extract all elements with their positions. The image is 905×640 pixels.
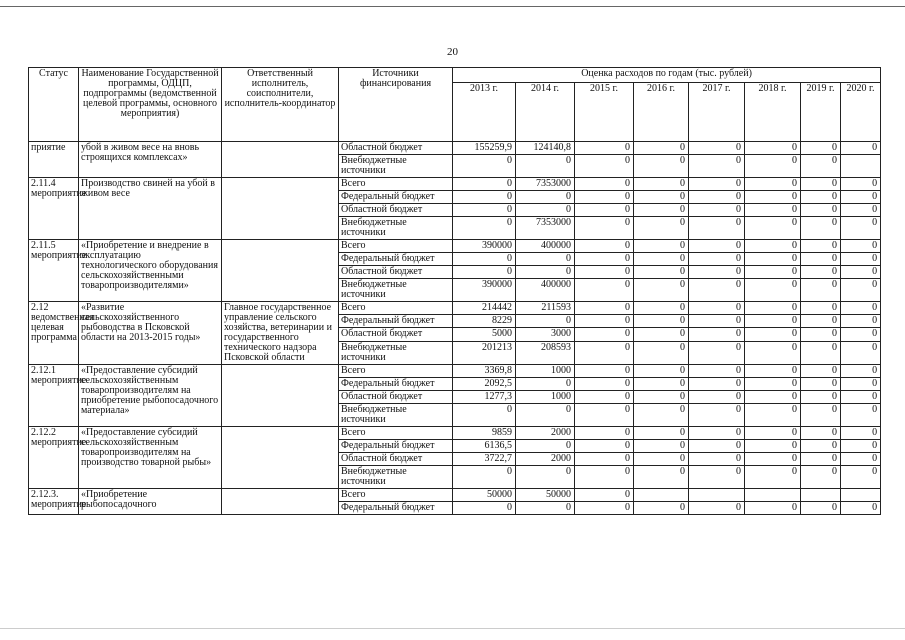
cell-source: Внебюджетные источники bbox=[339, 279, 453, 302]
cell-source: Областной бюджет bbox=[339, 142, 453, 155]
cell-value: 0 bbox=[689, 142, 745, 155]
cell-value: 1000 bbox=[516, 391, 575, 404]
cell-value: 0 bbox=[801, 204, 841, 217]
cell-source: Всего bbox=[339, 427, 453, 440]
cell-value: 0 bbox=[634, 440, 689, 453]
cell-value: 3000 bbox=[516, 328, 575, 341]
cell-value: 0 bbox=[575, 489, 634, 502]
cell-value: 6136,5 bbox=[453, 440, 516, 453]
cell-responsible bbox=[222, 489, 339, 515]
cell-value: 0 bbox=[841, 191, 881, 204]
cell-value: 0 bbox=[575, 328, 634, 341]
cell-value: 0 bbox=[689, 328, 745, 341]
cell-value: 155259,9 bbox=[453, 142, 516, 155]
cell-responsible: Главное государственное управление сельского хозяйства, ветеринарии и государственного технического надзора Псковской области bbox=[222, 302, 339, 365]
cell-value: 0 bbox=[634, 378, 689, 391]
cell-value: 0 bbox=[634, 155, 689, 178]
cell-value: 0 bbox=[841, 178, 881, 191]
cell-value: 0 bbox=[575, 191, 634, 204]
cell-value: 0 bbox=[516, 440, 575, 453]
page-number: 20 bbox=[447, 46, 458, 58]
cell-source: Всего bbox=[339, 240, 453, 253]
cell-value: 0 bbox=[575, 178, 634, 191]
cell-name: убой в живом весе на вновь строящихся комплексах» bbox=[79, 142, 222, 178]
cell-value: 0 bbox=[801, 266, 841, 279]
cell-source: Федеральный бюджет bbox=[339, 378, 453, 391]
cell-source: Федеральный бюджет bbox=[339, 502, 453, 515]
table-row bbox=[29, 489, 881, 502]
cell-value: 0 bbox=[745, 427, 801, 440]
cell-value: 390000 bbox=[453, 279, 516, 302]
cell-value: 400000 bbox=[516, 279, 575, 302]
cell-value: 0 bbox=[801, 365, 841, 378]
cell-value: 0 bbox=[575, 453, 634, 466]
bottom-rule bbox=[0, 628, 905, 629]
header-year: 2013 г. bbox=[453, 83, 516, 142]
cell-value: 0 bbox=[634, 427, 689, 440]
cell-name: «Развитие сельскохозяйственного рыбоводства в Псковской области на 2013-2015 годы» bbox=[79, 302, 222, 365]
cell-value bbox=[745, 489, 801, 502]
table-row bbox=[29, 302, 881, 315]
cell-value: 0 bbox=[801, 217, 841, 240]
cell-value: 0 bbox=[575, 217, 634, 240]
cell-value: 0 bbox=[575, 315, 634, 328]
cell-value: 0 bbox=[801, 341, 841, 364]
cell-value: 0 bbox=[634, 279, 689, 302]
cell-value: 0 bbox=[801, 453, 841, 466]
cell-value: 0 bbox=[634, 217, 689, 240]
cell-value: 0 bbox=[745, 341, 801, 364]
cell-value: 0 bbox=[453, 155, 516, 178]
cell-value: 0 bbox=[841, 240, 881, 253]
cell-responsible bbox=[222, 427, 339, 489]
header-year: 2016 г. bbox=[634, 83, 689, 142]
cell-value: 0 bbox=[453, 466, 516, 489]
cell-source: Областной бюджет bbox=[339, 391, 453, 404]
cell-value bbox=[841, 489, 881, 502]
cell-value: 0 bbox=[516, 378, 575, 391]
cell-value: 390000 bbox=[453, 240, 516, 253]
cell-value: 7353000 bbox=[516, 217, 575, 240]
table-body bbox=[29, 142, 881, 515]
cell-value: 0 bbox=[745, 315, 801, 328]
cell-value bbox=[801, 489, 841, 502]
cell-value: 0 bbox=[575, 204, 634, 217]
cell-value: 0 bbox=[634, 341, 689, 364]
cell-value: 50000 bbox=[453, 489, 516, 502]
cell-value: 0 bbox=[453, 204, 516, 217]
cell-value: 0 bbox=[575, 502, 634, 515]
cell-value: 0 bbox=[801, 502, 841, 515]
header-responsible: Ответственный исполнитель, соисполнители, исполнитель-координатор bbox=[222, 68, 339, 142]
cell-value: 0 bbox=[841, 204, 881, 217]
cell-value: 0 bbox=[453, 178, 516, 191]
cell-value: 0 bbox=[841, 253, 881, 266]
cell-value: 0 bbox=[801, 155, 841, 178]
cell-value: 0 bbox=[634, 178, 689, 191]
header-name: Наименование Государственной программы, ОДЦП, подпрограммы (ведомственной целевой программы, основного мероприятия) bbox=[79, 68, 222, 142]
cell-value: 0 bbox=[453, 191, 516, 204]
cell-source: Внебюджетные источники bbox=[339, 217, 453, 240]
cell-value: 2000 bbox=[516, 453, 575, 466]
cell-value: 0 bbox=[801, 240, 841, 253]
cell-value: 0 bbox=[801, 440, 841, 453]
cell-value: 0 bbox=[634, 302, 689, 315]
expenses-table bbox=[28, 67, 881, 515]
cell-value: 0 bbox=[575, 142, 634, 155]
cell-source: Областной бюджет bbox=[339, 266, 453, 279]
cell-value: 0 bbox=[841, 365, 881, 378]
cell-value: 0 bbox=[689, 502, 745, 515]
cell-value: 0 bbox=[453, 253, 516, 266]
cell-value: 0 bbox=[575, 155, 634, 178]
cell-value: 0 bbox=[689, 365, 745, 378]
cell-value: 0 bbox=[841, 315, 881, 328]
cell-value: 0 bbox=[516, 315, 575, 328]
cell-value: 0 bbox=[575, 427, 634, 440]
cell-status: 2.12.1 мероприятие bbox=[29, 365, 79, 427]
cell-value: 0 bbox=[841, 466, 881, 489]
cell-source: Всего bbox=[339, 178, 453, 191]
cell-value: 0 bbox=[575, 466, 634, 489]
top-rule bbox=[0, 6, 905, 7]
cell-value: 0 bbox=[634, 453, 689, 466]
cell-value: 0 bbox=[516, 266, 575, 279]
cell-source: Всего bbox=[339, 489, 453, 502]
cell-value: 0 bbox=[841, 302, 881, 315]
cell-value: 0 bbox=[841, 328, 881, 341]
table-row bbox=[29, 240, 881, 253]
cell-value: 0 bbox=[801, 279, 841, 302]
cell-source: Областной бюджет bbox=[339, 204, 453, 217]
cell-status: 2.12.3. мероприятие bbox=[29, 489, 79, 515]
cell-value: 0 bbox=[745, 253, 801, 266]
cell-value: 0 bbox=[634, 328, 689, 341]
cell-value: 5000 bbox=[453, 328, 516, 341]
header-year: 2019 г. bbox=[801, 83, 841, 142]
cell-value: 0 bbox=[516, 502, 575, 515]
cell-value: 8229 bbox=[453, 315, 516, 328]
cell-value: 0 bbox=[745, 453, 801, 466]
cell-value: 0 bbox=[575, 440, 634, 453]
table-row bbox=[29, 365, 881, 378]
cell-value: 0 bbox=[801, 427, 841, 440]
cell-value bbox=[689, 489, 745, 502]
cell-value: 3722,7 bbox=[453, 453, 516, 466]
cell-value: 0 bbox=[689, 404, 745, 427]
cell-value: 211593 bbox=[516, 302, 575, 315]
cell-value: 0 bbox=[801, 315, 841, 328]
cell-value: 400000 bbox=[516, 240, 575, 253]
header-sources: Источники финансирования bbox=[339, 68, 453, 142]
cell-responsible bbox=[222, 178, 339, 240]
cell-value: 0 bbox=[801, 178, 841, 191]
cell-value: 2000 bbox=[516, 427, 575, 440]
cell-value: 0 bbox=[689, 378, 745, 391]
cell-value: 0 bbox=[841, 391, 881, 404]
cell-value: 0 bbox=[745, 365, 801, 378]
cell-value: 0 bbox=[689, 253, 745, 266]
cell-value: 0 bbox=[516, 191, 575, 204]
cell-value: 0 bbox=[634, 391, 689, 404]
cell-value: 0 bbox=[689, 440, 745, 453]
cell-value: 0 bbox=[516, 253, 575, 266]
cell-value: 0 bbox=[634, 191, 689, 204]
cell-status: 2.11.5 мероприятие bbox=[29, 240, 79, 302]
cell-value: 0 bbox=[801, 404, 841, 427]
cell-value: 7353000 bbox=[516, 178, 575, 191]
cell-source: Федеральный бюджет bbox=[339, 253, 453, 266]
cell-name: «Предоставление субсидий сельскохозяйственным товаропроизводителям на приобретение рыбопосадочного материала» bbox=[79, 365, 222, 427]
cell-value: 9859 bbox=[453, 427, 516, 440]
cell-value: 0 bbox=[634, 365, 689, 378]
cell-value: 0 bbox=[453, 404, 516, 427]
cell-value: 0 bbox=[841, 279, 881, 302]
header-year: 2018 г. bbox=[745, 83, 801, 142]
cell-value: 0 bbox=[841, 440, 881, 453]
cell-value: 0 bbox=[516, 204, 575, 217]
cell-value: 0 bbox=[516, 466, 575, 489]
cell-value: 0 bbox=[745, 279, 801, 302]
cell-value: 0 bbox=[453, 217, 516, 240]
cell-value: 0 bbox=[634, 253, 689, 266]
cell-value: 0 bbox=[801, 391, 841, 404]
cell-value: 0 bbox=[453, 502, 516, 515]
cell-value: 2092,5 bbox=[453, 378, 516, 391]
cell-value: 0 bbox=[689, 315, 745, 328]
cell-value: 0 bbox=[801, 302, 841, 315]
cell-value: 50000 bbox=[516, 489, 575, 502]
table-row bbox=[29, 142, 881, 155]
cell-value: 124140,8 bbox=[516, 142, 575, 155]
cell-value: 214442 bbox=[453, 302, 516, 315]
header-year: 2020 г. bbox=[841, 83, 881, 142]
cell-status: 2.12.2 мероприятие bbox=[29, 427, 79, 489]
cell-value: 0 bbox=[841, 453, 881, 466]
cell-value: 0 bbox=[634, 315, 689, 328]
cell-value: 0 bbox=[745, 204, 801, 217]
cell-name: «Приобретение рыбопосадочного bbox=[79, 489, 222, 515]
cell-value: 0 bbox=[745, 302, 801, 315]
cell-value: 0 bbox=[689, 391, 745, 404]
cell-value: 0 bbox=[745, 328, 801, 341]
cell-value: 0 bbox=[634, 404, 689, 427]
cell-value: 0 bbox=[745, 155, 801, 178]
cell-value: 0 bbox=[745, 142, 801, 155]
cell-value: 0 bbox=[841, 266, 881, 279]
cell-value: 201213 bbox=[453, 341, 516, 364]
cell-value: 0 bbox=[575, 341, 634, 364]
table-row bbox=[29, 427, 881, 440]
cell-value: 0 bbox=[689, 466, 745, 489]
cell-status: 2.11.4 мероприятие bbox=[29, 178, 79, 240]
header-year: 2014 г. bbox=[516, 83, 575, 142]
cell-value: 0 bbox=[689, 178, 745, 191]
cell-source: Всего bbox=[339, 302, 453, 315]
header-year: 2015 г. bbox=[575, 83, 634, 142]
cell-value: 1000 bbox=[516, 365, 575, 378]
cell-value: 208593 bbox=[516, 341, 575, 364]
cell-value: 0 bbox=[634, 266, 689, 279]
cell-name: «Приобретение и внедрение в эксплуатацию технологического оборудования сельскохозяйственными товаропроизводителями» bbox=[79, 240, 222, 302]
cell-value: 0 bbox=[841, 502, 881, 515]
cell-responsible bbox=[222, 142, 339, 178]
header-status: Статус bbox=[29, 68, 79, 142]
cell-value: 0 bbox=[575, 279, 634, 302]
cell-name: «Предоставление субсидий сельскохозяйственным товаропроизводителям на производство товарной рыбы» bbox=[79, 427, 222, 489]
table-row bbox=[29, 178, 881, 191]
cell-value: 0 bbox=[841, 427, 881, 440]
cell-source: Областной бюджет bbox=[339, 453, 453, 466]
cell-value: 0 bbox=[841, 217, 881, 240]
cell-value: 0 bbox=[689, 279, 745, 302]
cell-value: 0 bbox=[745, 266, 801, 279]
cell-value: 0 bbox=[634, 204, 689, 217]
cell-value: 0 bbox=[841, 341, 881, 364]
cell-value: 0 bbox=[745, 178, 801, 191]
cell-value bbox=[634, 489, 689, 502]
cell-value: 0 bbox=[841, 404, 881, 427]
cell-value: 0 bbox=[689, 204, 745, 217]
cell-value: 0 bbox=[689, 266, 745, 279]
cell-source: Всего bbox=[339, 365, 453, 378]
cell-value: 0 bbox=[575, 378, 634, 391]
cell-source: Внебюджетные источники bbox=[339, 466, 453, 489]
cell-value: 0 bbox=[634, 466, 689, 489]
cell-value: 0 bbox=[801, 328, 841, 341]
cell-value: 0 bbox=[575, 253, 634, 266]
cell-value: 0 bbox=[516, 404, 575, 427]
cell-value: 0 bbox=[689, 341, 745, 364]
cell-value: 0 bbox=[745, 240, 801, 253]
cell-status: приятие bbox=[29, 142, 79, 178]
cell-value: 0 bbox=[453, 266, 516, 279]
cell-responsible bbox=[222, 365, 339, 427]
header-year: 2017 г. bbox=[689, 83, 745, 142]
cell-value: 0 bbox=[841, 142, 881, 155]
cell-source: Федеральный бюджет bbox=[339, 191, 453, 204]
cell-name: Производство свиней на убой в живом весе bbox=[79, 178, 222, 240]
cell-value: 0 bbox=[575, 266, 634, 279]
cell-value: 0 bbox=[745, 502, 801, 515]
cell-value: 0 bbox=[745, 191, 801, 204]
cell-source: Внебюджетные источники bbox=[339, 155, 453, 178]
cell-value bbox=[841, 155, 881, 178]
cell-value: 0 bbox=[516, 155, 575, 178]
cell-value: 0 bbox=[801, 378, 841, 391]
header-estimate: Оценка расходов по годам (тыс. рублей) bbox=[453, 68, 881, 83]
cell-value: 0 bbox=[575, 404, 634, 427]
cell-value: 0 bbox=[689, 240, 745, 253]
cell-value: 0 bbox=[634, 502, 689, 515]
cell-source: Внебюджетные источники bbox=[339, 341, 453, 364]
cell-value: 0 bbox=[801, 253, 841, 266]
cell-value: 0 bbox=[634, 240, 689, 253]
cell-source: Федеральный бюджет bbox=[339, 440, 453, 453]
cell-value: 0 bbox=[745, 404, 801, 427]
cell-source: Внебюджетные источники bbox=[339, 404, 453, 427]
cell-responsible bbox=[222, 240, 339, 302]
cell-value: 0 bbox=[801, 191, 841, 204]
cell-value: 0 bbox=[689, 217, 745, 240]
cell-value: 0 bbox=[689, 302, 745, 315]
cell-value: 0 bbox=[801, 142, 841, 155]
cell-status: 2.12 ведомственная целевая программа bbox=[29, 302, 79, 365]
cell-value: 0 bbox=[689, 155, 745, 178]
cell-value: 0 bbox=[745, 217, 801, 240]
cell-value: 0 bbox=[575, 365, 634, 378]
cell-value: 0 bbox=[745, 466, 801, 489]
cell-value: 0 bbox=[575, 391, 634, 404]
cell-value: 0 bbox=[689, 453, 745, 466]
cell-value: 0 bbox=[745, 440, 801, 453]
cell-value: 0 bbox=[745, 378, 801, 391]
cell-source: Областной бюджет bbox=[339, 328, 453, 341]
cell-value: 3369,8 bbox=[453, 365, 516, 378]
cell-value: 0 bbox=[575, 240, 634, 253]
cell-value: 0 bbox=[801, 466, 841, 489]
cell-source: Федеральный бюджет bbox=[339, 315, 453, 328]
cell-value: 0 bbox=[689, 191, 745, 204]
cell-value: 0 bbox=[841, 378, 881, 391]
cell-value: 0 bbox=[745, 391, 801, 404]
cell-value: 1277,3 bbox=[453, 391, 516, 404]
cell-value: 0 bbox=[575, 302, 634, 315]
cell-value: 0 bbox=[634, 142, 689, 155]
cell-value: 0 bbox=[689, 427, 745, 440]
